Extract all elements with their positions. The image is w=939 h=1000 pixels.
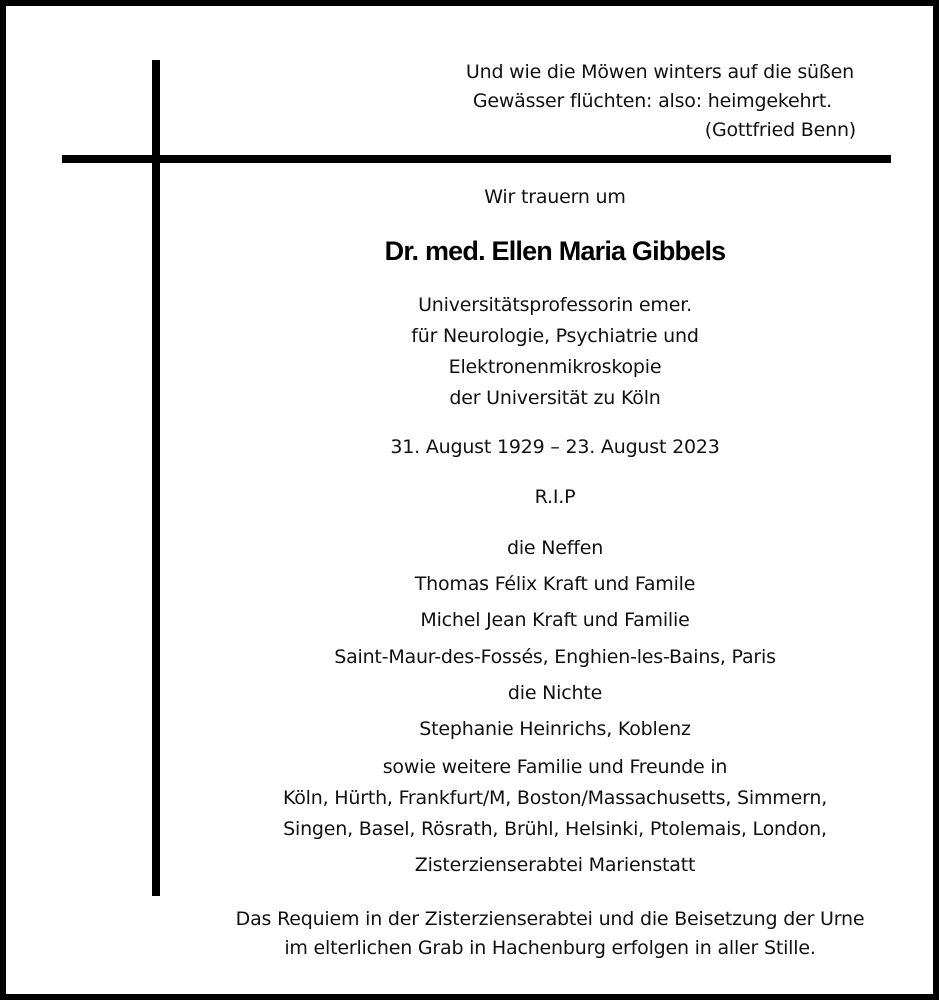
intro-text: Wir trauern um xyxy=(484,186,626,208)
title-line-3: Elektronenmikroskopie xyxy=(448,356,662,378)
cross-vertical-beam xyxy=(152,60,160,896)
funeral-notice-line-2: im elterlichen Grab in Hachenburg erfolgen in aller Stille. xyxy=(284,937,816,959)
mourner-line-3: Michel Jean Kraft und Familie xyxy=(420,609,690,631)
quote-line-1: Und wie die Möwen winters auf die süßen xyxy=(465,61,854,83)
mourner-line-1: die Neffen xyxy=(506,537,604,559)
mourner-line-6: Stephanie Heinrichs, Koblenz xyxy=(419,718,691,740)
rip-text: R.I.P xyxy=(534,486,576,508)
quote-author: (Gottfried Benn) xyxy=(704,119,856,141)
funeral-notice-line-1: Das Requiem in der Zisterzienserabtei und die Beisetzung der Urne xyxy=(235,908,865,930)
title-line-4: der Universität zu Köln xyxy=(449,387,661,409)
quote-line-2: Gewässer flüchten: also: heimgekehrt. xyxy=(472,90,832,112)
mourner-line-8: Köln, Hürth, Frankfurt/M, Boston/Massachusetts, Simmern, xyxy=(282,787,828,809)
title-line-2: für Neurologie, Psychiatrie und xyxy=(411,325,699,347)
deceased-name: Dr. med. Ellen Maria Gibbels xyxy=(384,236,726,266)
mourner-line-7: sowie weitere Familie und Freunde in xyxy=(382,756,728,778)
title-line-1: Universitätsprofessorin emer. xyxy=(418,294,692,316)
mourner-line-10: Zisterzienserabtei Marienstatt xyxy=(414,854,696,876)
mourner-line-5: die Nichte xyxy=(507,682,603,704)
mourner-line-9: Singen, Basel, Rösrath, Brühl, Helsinki, Ptolemais, London, xyxy=(283,818,827,840)
mourner-line-2: Thomas Félix Kraft und Famile xyxy=(414,573,696,595)
obituary-body xyxy=(160,0,939,1000)
mourner-line-4: Saint-Maur-des-Fossés, Enghien-les-Bains, Paris xyxy=(334,646,776,668)
life-dates: 31. August 1929 – 23. August 2023 xyxy=(390,436,720,458)
funeral-notice xyxy=(200,905,900,963)
